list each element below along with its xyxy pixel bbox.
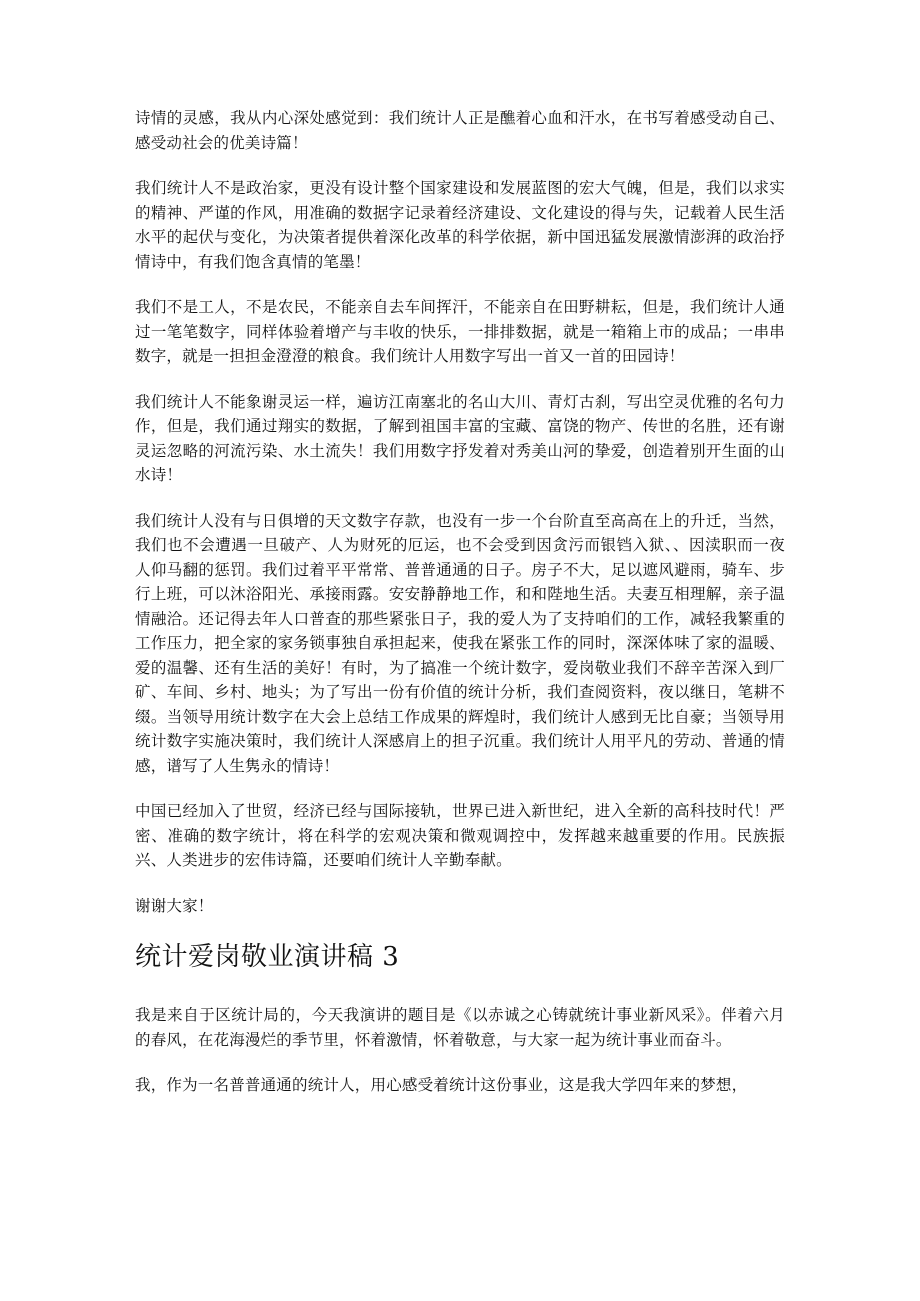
paragraph-6: 中国已经加入了世贸，经济已经与国际接轨，世界已进入新世纪，进入全新的高科技时代！严密、准确的数字统计，将在科学的宏观决策和微观调控中，发挥越来越重要的作用。民族振兴、人类进步的宏伟诗篇，还要咱们统计人辛勤奉献。 — [135, 802, 785, 869]
document-page — [135, 106, 785, 1119]
paragraph-9: 我，作为一名普普通通的统计人，用心感受着统计这份事业，这是我大学四年来的梦想， — [135, 1076, 748, 1094]
paragraph-1: 诗情的灵感，我从内心深处感觉到：我们统计人正是醮着心血和汗水，在书写着感受动自己、感受动社会的优美诗篇！ — [135, 109, 785, 152]
paragraph-8: 我是来自于区统计局的，今天我演讲的题目是《以赤诚之心铸就统计事业新风采》。伴着六月的春风，在花海漫烂的季节里，怀着激情，怀着敬意，与大家一起为统计事业而奋斗。 — [135, 1006, 785, 1049]
paragraph-4: 我们统计人不能象谢灵运一样，遍访江南塞北的名山大川、青灯古刹，写出空灵优雅的名句力作，但是，我们通过翔实的数据，了解到祖国丰富的宝藏、富饶的物产、传世的名胜，还有谢灵运忽略的河流污染、水土流失！我们用数字抒发着对秀美山河的挚爱，创造着别开生面的山水诗！ — [135, 392, 785, 484]
paragraph-3: 我们不是工人，不是农民，不能亲自去车间挥汗，不能亲自在田野耕耘，但是，我们统计人通过一笔笔数字，同样体验着增产与丰收的快乐，一排排数据，就是一箱箱上市的成品；一串串数字，就是一担担金澄澄的粮食。我们统计人用数字写出一首又一首的田园诗！ — [135, 298, 785, 365]
paragraph-5: 我们统计人没有与日俱增的天文数字存款，也没有一步一个台阶直至高高在上的升迁，当然，我们也不会遭遇一旦破产、人为财死的厄运，也不会受到因贪污而银铛入狱、、因渎职而一夜人仰马翻的惩罚。我们过着平平常常、普普通通的日子。房子不大，足以遮风避雨，骑车、步行上班，可以沐浴阳光、承接雨露。安安静静地工作，和和陛地生活。夫妻互相理解，亲子温情融洽。还记得去年人口普查的那些紧张日子，我的爱人为了支持咱们的工作，减轻我繁重的工作压力，把全家的家务锁事独自承担起来，使我在紧张工作的同时，深深体味了家的温暖、爱的温馨、还有生活的美好！有时，为了搞准一个统计数字，爱岗敬业我们不辞辛苦深入到厂矿、车间、乡村、地头；为了写出一份有价值的统计分析，我们查阅资料，夜以继日，笔耕不缀。当领导用统计数字在大会上总结工作成果的辉煌时，我们统计人感到无比自豪；当领导用统计数字实施决策时，我们统计人深感肩上的担子沉重。我们统计人用平凡的劳动、普通的情感，谱写了人生隽永的情诗！ — [135, 511, 785, 775]
section-heading: 统计爱岗敬业演讲稿 3 — [135, 942, 400, 972]
paragraph-7: 谢谢大家！ — [135, 896, 214, 915]
paragraph-2: 我们统计人不是政治家，更没有设计整个国家建设和发展蓝图的宏大气魄，但是，我们以求实的精神、严谨的作风，用准确的数据字记录着经济建设、文化建设的得与失，记载着人民生活水平的起伏与变化，为决策者提供着深化改革的科学依据，新中国迅猛发展激情澎湃的政治抒情诗中，有我们饱含真情的笔墨！ — [135, 179, 785, 271]
